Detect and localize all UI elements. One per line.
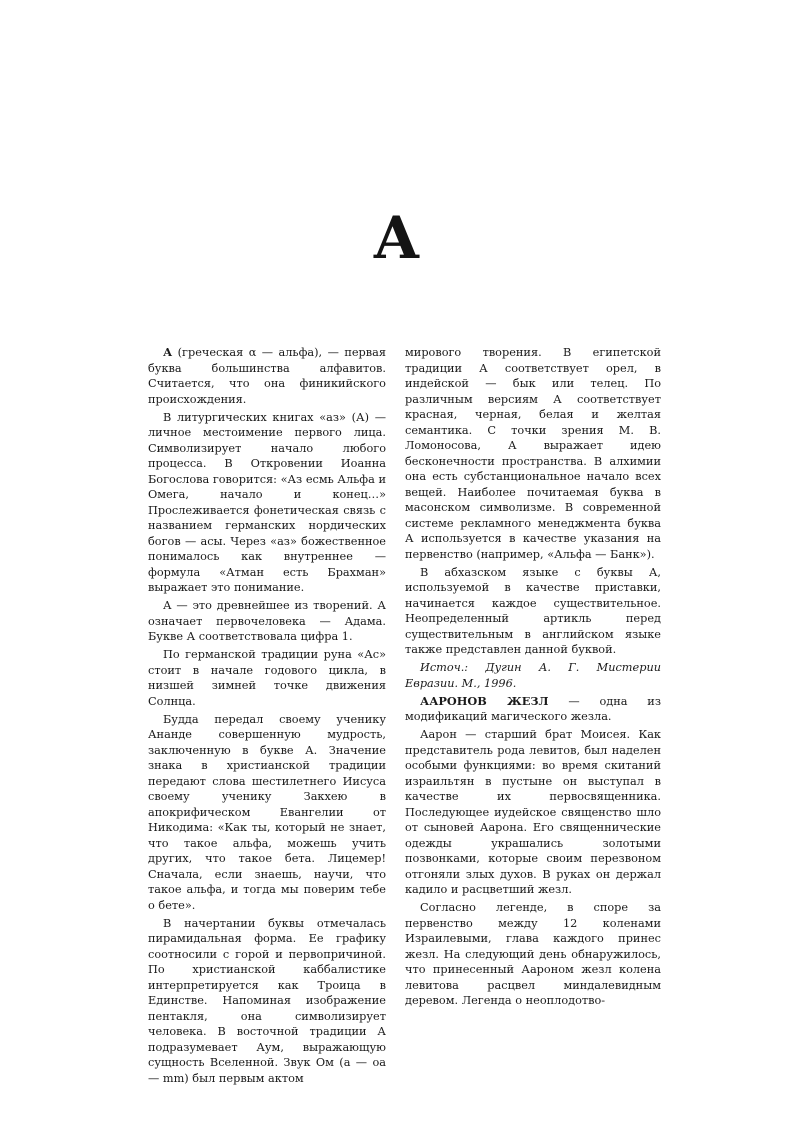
entry-aaron-rod: [405, 694, 661, 725]
paragraph-rune: По германской традиции руна «Ас» стоит в начале годового цикла, в низшей зимней точке движения Солнца.: [148, 648, 386, 708]
source-citation: Источ.: Дугин А. Г. Мистерии Евразии. М., 1996.: [405, 661, 661, 690]
paragraph-abkhaz: В абхазском языке с буквы А, используемой в качестве приставки, начинается каждое существительное. Неопределенный артикль перед существительным в английском языке также представлен данной буквой.: [405, 565, 661, 657]
paragraph-liturgical: В литургических книгах «аз» (А) — личное местоимение первого лица. Символизирует начало любого процесса. В Откровении Иоанна Богослова говорится: «Аз есмь Альфа и Омега, начало и конец…» Прослеживается фонетическая связь с названием германских нордических богов — асы. Через «аз» божественное понималось как внутреннее — формула «Атман есть Брахман» выражает это понимание.: [148, 410, 386, 595]
entry-definition: — одна из модификаций магического жезла.: [405, 694, 661, 724]
paragraph-aaron: Аарон — старший брат Моисея. Как представитель рода левитов, был наделен особыми функциями: во время скитаний израильтян в пустыне он выступал в качестве их первосвященника. Последующее иудейское священство шло от сыновей Аарона. Его священнические одежды украшались золотыми позвонками, которые своим перезвоном отгоняли злых духов. В руках он держал кадило и расцветший жезл.: [405, 728, 661, 897]
paragraph-continuation: мирового творения. В египетской традиции А соответствует орел, в индейской — бык или телец. По различным версиям А соответствует красная, черная, белая и желтая семантика. С точки зрения М. В. Ломоносова, А выражает идею бесконечности пространства. В алхимии она есть субстанциональное начало всех вещей. Наиболее почитаемая буква в масонском символизме. В современной системе рекламного менеджмента буква А используется в качестве указания на первенство (например, «Альфа — Банк»).: [405, 346, 661, 561]
left-column: [148, 345, 386, 1089]
paragraph-buddha: Будда передал своему ученику Ананде совершенную мудрость, заключенную в букве А. Значение знака в христианской традиции передают слова шестилетнего Иисуса своему ученику Закхею в апокрифическом Евангелии от Никодима: «Как ты, который не знает, что такое альфа, можешь учить других, что такое бета. Лицемер! Сначала, если знаешь, научи, что такое альфа, и тогда мы поверим тебе о бете».: [148, 712, 386, 912]
paragraph-legend: Согласно легенде, в споре за первенство между 12 коленами Израилевыми, глава каждого принес жезл. На следующий день обнаружилось, что принесенный Аароном жезл колена левитова расцвел миндалевидным деревом. Легенда о неоплодотво-: [405, 901, 661, 1008]
right-column: [405, 345, 661, 1012]
entry-term: А: [163, 345, 173, 359]
section-letter-heading: А: [372, 204, 421, 272]
paragraph-adam: А — это древнейшее из творений. А означает первочеловека — Адама. Букве А соответствовала цифра 1.: [148, 599, 386, 644]
paragraph-pyramid: В начертании буквы отмечалась пирамидальная форма. Ее графику соотносили с горой и первопричиной. По христианской каббалистике интерпретируется как Троица в Единстве. Напоминая изображение пентакля, она символизирует человека. В восточной традиции А подразумевает Аум, выражающую сущность Вселенной. Звук Ом (а — оа — mm) был первым актом: [148, 916, 386, 1085]
entry-headword: ААРОНОВ ЖЕЗЛ: [420, 693, 549, 708]
entry-text: (греческая α — альфа), — первая буква большинства алфавитов. Считается, что она финикийского происхождения.: [148, 346, 386, 406]
paragraph-intro: [148, 345, 386, 407]
